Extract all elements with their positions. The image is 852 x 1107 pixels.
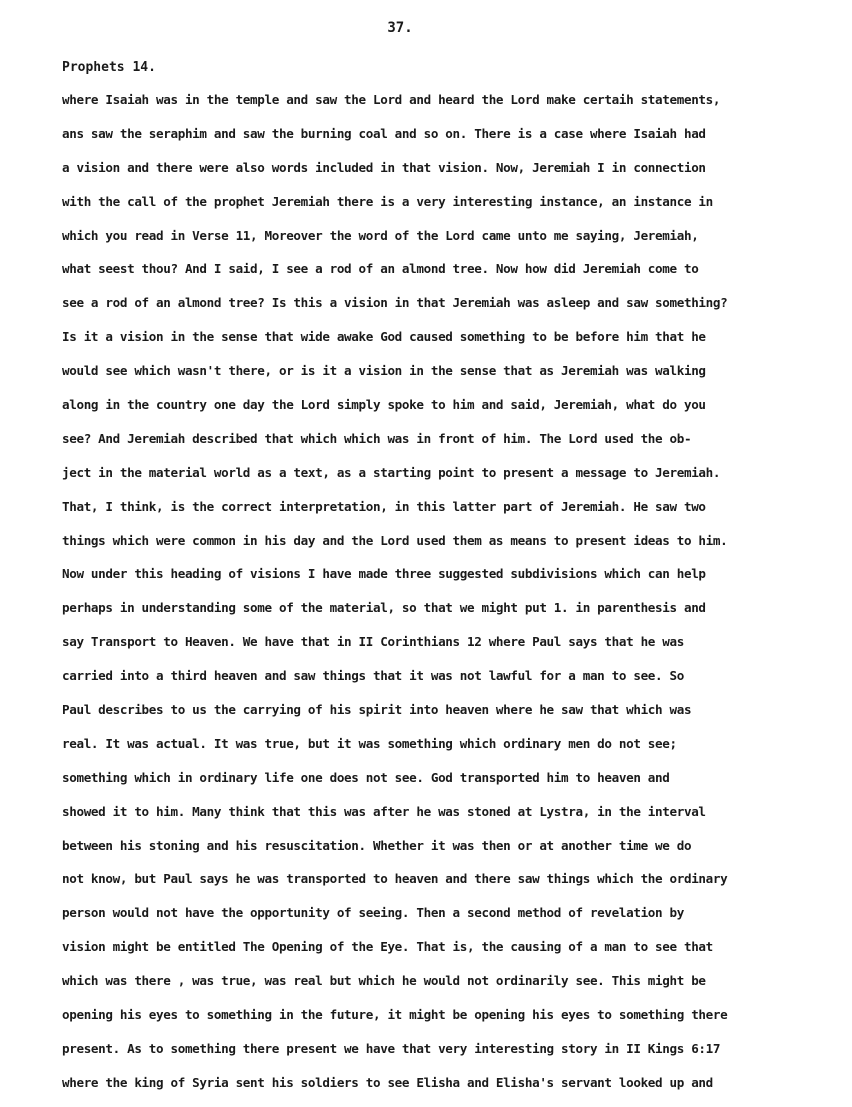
text-line: vision might be entitled The Opening of the Eye. That is, the causing of a man to see that — [62, 939, 713, 955]
text-line: perhaps in understanding some of the material, so that we might put 1. in parenthesis and — [62, 600, 706, 616]
text-line: what seest thou? And I said, I see a rod of an almond tree. Now how did Jeremiah come to — [62, 261, 699, 277]
text-line: ject in the material world as a text, as a starting point to present a message to Jeremiah. — [62, 464, 721, 480]
section-header: Prophets 14. — [62, 60, 156, 75]
text-line: ans saw the seraphim and saw the burning coal and so on. There is a case where Isaiah had — [62, 125, 706, 141]
text-line: Paul describes to us the carrying of his spirit into heaven where he saw that which was — [62, 702, 692, 718]
text-line: person would not have the opportunity of seeing. Then a second method of revelation by — [62, 905, 684, 921]
text-line: where the king of Syria sent his soldiers to see Elisha and Elisha's servant looked up and — [62, 1074, 713, 1090]
text-line: see? And Jeremiah described that which which was in front of him. The Lord used the ob- — [62, 430, 692, 446]
text-line: carried into a third heaven and saw things that it was not lawful for a man to see. So — [62, 668, 684, 684]
text-line: which you read in Verse 11, Moreover the word of the Lord came unto me saying, Jeremiah, — [62, 227, 699, 243]
body-text — [62, 90, 832, 1107]
text-line: Is it a vision in the sense that wide awake God caused something to be before him that he — [62, 329, 706, 345]
text-line: showed it to him. Many think that this was after he was stoned at Lystra, in the interval — [62, 803, 706, 819]
text-line: present. As to something there present we have that very interesting story in II Kings 6:17 — [62, 1040, 721, 1056]
text-line: Now under this heading of visions I have made three suggested subdivisions which can help — [62, 566, 706, 582]
text-line: opening his eyes to something in the future, it might be opening his eyes to something there — [62, 1007, 728, 1023]
text-line: see a rod of an almond tree? Is this a vision in that Jeremiah was asleep and saw something? — [62, 295, 728, 311]
text-line: That, I think, is the correct interpretation, in this latter part of Jeremiah. He saw two — [62, 498, 706, 514]
text-line: things which were common in his day and the Lord used them as means to present ideas to him. — [62, 532, 728, 548]
text-line: where Isaiah was in the temple and saw the Lord and heard the Lord make certaih statements, — [62, 92, 721, 107]
text-line: a vision and there were also words included in that vision. Now, Jeremiah I in connection — [62, 159, 706, 175]
page-number: 37. — [387, 20, 413, 36]
text-line: something which in ordinary life one does not see. God transported him to heaven and — [62, 769, 670, 785]
text-line: not know, but Paul says he was transported to heaven and there saw things which the ordinary — [62, 871, 728, 887]
text-line: which was there , was true, was real but which he would not ordinarily see. This might be — [62, 973, 706, 989]
text-line: say Transport to Heaven. We have that in II Corinthians 12 where Paul says that he was — [62, 634, 684, 650]
text-line: along in the country one day the Lord simply spoke to him and said, Jeremiah, what do you — [62, 397, 706, 413]
text-line: with the call of the prophet Jeremiah there is a very interesting instance, an instance in — [62, 193, 713, 209]
text-line: real. It was actual. It was true, but it was something which ordinary men do not see; — [62, 735, 677, 751]
text-line: would see which wasn't there, or is it a vision in the sense that as Jeremiah was walking — [62, 363, 706, 379]
text-line: between his stoning and his resuscitation. Whether it was then or at another time we do — [62, 837, 692, 853]
